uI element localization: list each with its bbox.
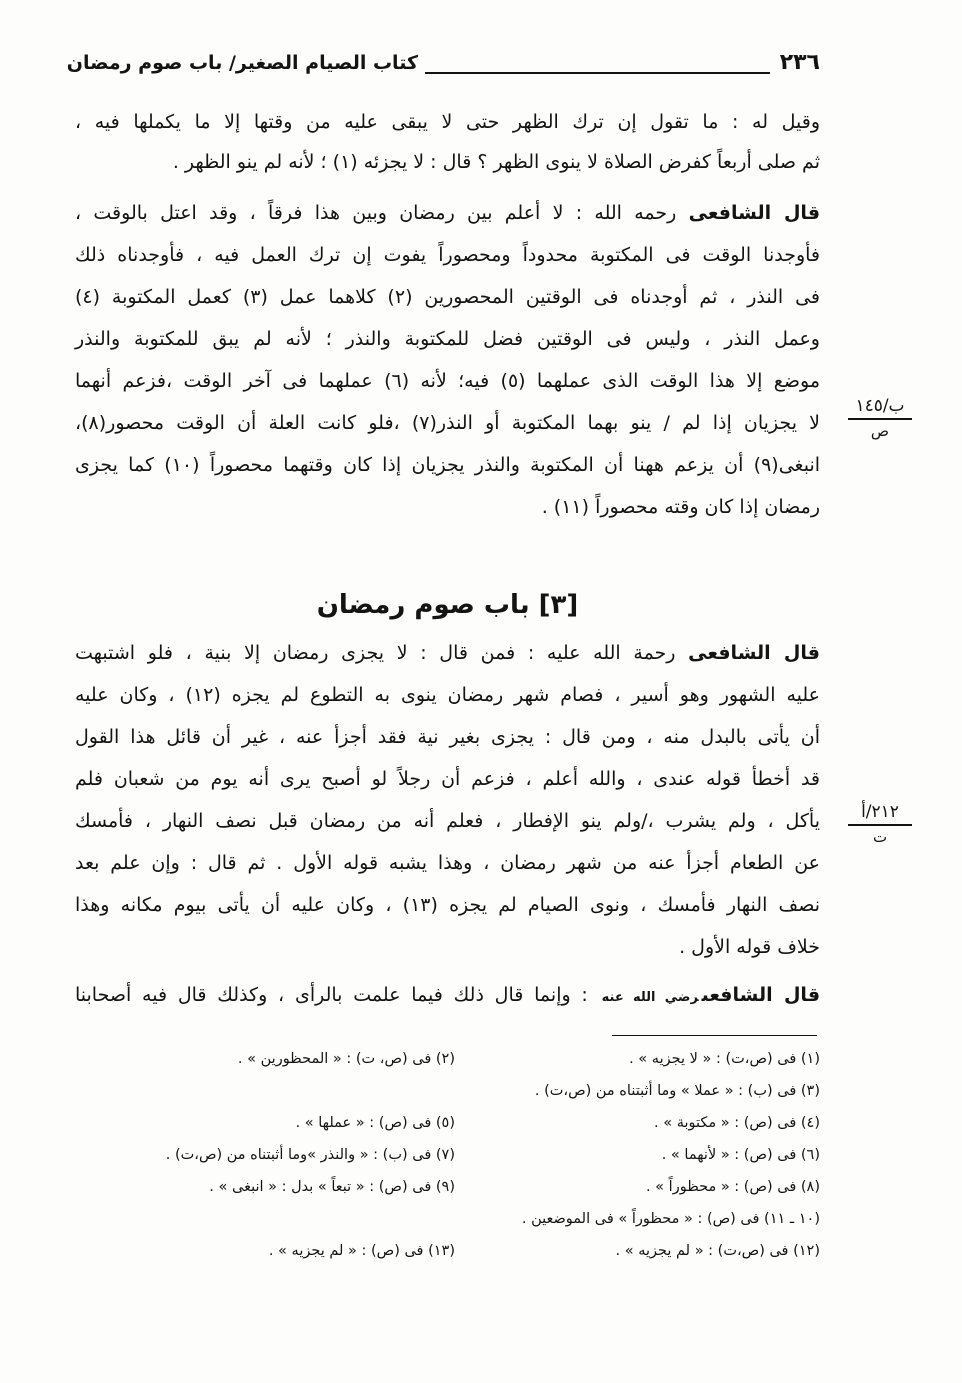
running-title: كتاب الصيام الصغير/ باب صوم رمضان — [66, 52, 418, 74]
footnote — [100, 1203, 455, 1235]
text-line: فى النذر ، ثم أوجدناه فى الوقتين المحصورين (٢) كلاهما عمل (٣) كعمل المكتوبة (٤) — [75, 286, 820, 308]
manuscript-sigla: ص — [870, 422, 890, 440]
text-line: رمضان إذا كان وقته محصوراً (١١) . — [541, 496, 820, 518]
footnote-row — [100, 1139, 820, 1171]
text-line: نصف النهار فأمسك ، ونوى الصيام لم يجزه (١٣) ، وكان عليه أن يأتى بيوم مكانه وهذا — [75, 894, 820, 916]
text-line: عن الطعام أجزأ عنه من شهر رمضان ، وهذا يشبه قوله الأول . ثم قال : وإن علم بعد — [75, 852, 820, 874]
footnote: (٨) فى (ص) : « محظوراً » . — [645, 1179, 820, 1195]
text-line: موضع إلا هذا الوقت الذى عملهما (٥) فيه؛ لأنه (٦) عملهما فى آخر الوقت ،فزعم أنهما — [75, 370, 820, 392]
footnotes — [100, 1043, 820, 1267]
footnote: (٧) فى (ب) : « والنذر »وما أثبتناه من (ص،ت) . — [165, 1147, 455, 1163]
line-text: : وإنما قال ذلك فيما علمت بالرأى ، وكذلك قال فيه أصحابنا — [75, 984, 588, 1006]
page-number: ٢٣٦ — [779, 50, 820, 75]
text-line — [75, 974, 820, 1016]
text-line: وقيل له : ما تقول إن ترك الظهر حتى لا يبقى عليه من وقتها إلا ما يكملها فيه ، — [75, 111, 820, 133]
folio-reference: ١٤٥/ب — [848, 396, 912, 420]
footnote: (١) فى (ص،ت) : « لا يجزيه » . — [629, 1051, 820, 1067]
footnote-row — [100, 1043, 820, 1075]
footnote-row — [100, 1171, 820, 1203]
footnote: (٥) فى (ص) : « عملها » . — [295, 1115, 455, 1131]
footnote: (٢) فى (ص، ت) : « المحظورين » . — [237, 1051, 455, 1067]
footnote-row — [100, 1075, 820, 1107]
footnote: (٣) فى (ب) : « عملا » وما أثبتناه من (ص،ت) . — [534, 1083, 820, 1099]
margin-folio-note — [848, 396, 912, 442]
text-line: عليه الشهور وهو أسير ، فصام شهر رمضان ينوى به التطوع لم يجزه (١٢) ، وكان عليه — [75, 684, 820, 706]
line-text: رحمه الله : لا أعلم بين رمضان وبين هذا فرقاً ، وقد اعتل بالوقت ، — [75, 202, 677, 224]
text-line — [75, 632, 820, 674]
manuscript-sigla: ت — [872, 828, 888, 846]
text-line: وعمل النذر ، وليس فى الوقتين فضل للمكتوبة والنذر ؛ لأنه لم يبق للمكتوبة والنذر — [75, 328, 820, 350]
text-line: قد أخطأ قوله عندى ، والله أعلم ، فزعم أن رجلاً لو أصبح يرى أنه يوم من شعبان فلم — [75, 768, 820, 790]
footnote-row — [100, 1107, 820, 1139]
text-line: أن يأتى بالبدل منه ، ومن قال : يجزى بغير نية فقد أجزأ عنه ، غير أن قائل هذا القول — [75, 726, 820, 748]
folio-reference: ٢١٢/أ — [848, 802, 912, 826]
footnote — [100, 1075, 455, 1107]
text-line: لا يجزيان إذا لم / ينو بهما المكتوبة أو النذر(٧) ،فلو كانت العلة أن الوقت محصور(٨)، — [75, 412, 821, 434]
text-line — [75, 192, 820, 234]
margin-folio-note — [848, 802, 912, 848]
text-line: يأكل ، ولم يشرب ،/ولم ينو الإفطار ، فعلم أنه من رمضان قبل نصف النهار ، فأمسك — [75, 810, 820, 832]
text-line: فأوجدنا الوقت فى المكتوبة محدوداً ومحصوراً يفوت إن ترك العمل فيه ، فأوجدناه ذلك — [75, 244, 820, 266]
header-rule — [425, 72, 770, 74]
footnote-row — [100, 1203, 820, 1235]
footnote: (١٠ ـ ١١) فى (ص) : « محظوراً » فى الموضعين . — [521, 1211, 820, 1227]
footnote-row — [100, 1235, 820, 1267]
line-text: رحمة الله عليه : فمن قال : لا يجزى رمضان إلا بنية ، فلو اشتبهت — [75, 642, 676, 664]
paragraph-4 — [75, 974, 820, 1016]
footnote: (١٢) فى (ص،ت) : « لم يجزيه » . — [615, 1243, 820, 1259]
honorific-formula: رضي الله عنه — [601, 990, 699, 1005]
footnote: (١٣) فى (ص) : « لم يجزيه » . — [268, 1243, 455, 1259]
text-line: ثم صلى أربعاً كفرض الصلاة لا ينوى الظهر ؟ قال : لا يجزئه (١) ؛ لأنه لم ينو الظهر . — [172, 151, 820, 173]
text-line: خلاف قوله الأول . — [679, 936, 820, 958]
footnote: (٩) فى (ص) : « تبعاً » بدل : « انبغى » . — [209, 1179, 455, 1195]
speaker-lead: قال الشافعى — [701, 984, 821, 1006]
paragraph-3 — [75, 632, 820, 968]
speaker-lead: قال الشافعى — [688, 642, 820, 664]
footnote: (٦) فى (ص) : « لأنهما » . — [661, 1147, 820, 1163]
paragraph-1 — [75, 102, 820, 182]
text-line: انبغى(٩) أن يزعم ههنا أن المكتوبة والنذر يجزيان إذا كان وقتهما محصوراً (١٠) كما يجزى — [75, 454, 821, 476]
section-heading: [٣] باب صوم رمضان — [316, 590, 579, 620]
footnote-separator — [612, 1035, 817, 1036]
speaker-lead: قال الشافعى — [688, 202, 821, 224]
paragraph-2 — [75, 192, 820, 528]
footnote: (٤) فى (ص) : « مكتوبة » . — [654, 1115, 820, 1131]
